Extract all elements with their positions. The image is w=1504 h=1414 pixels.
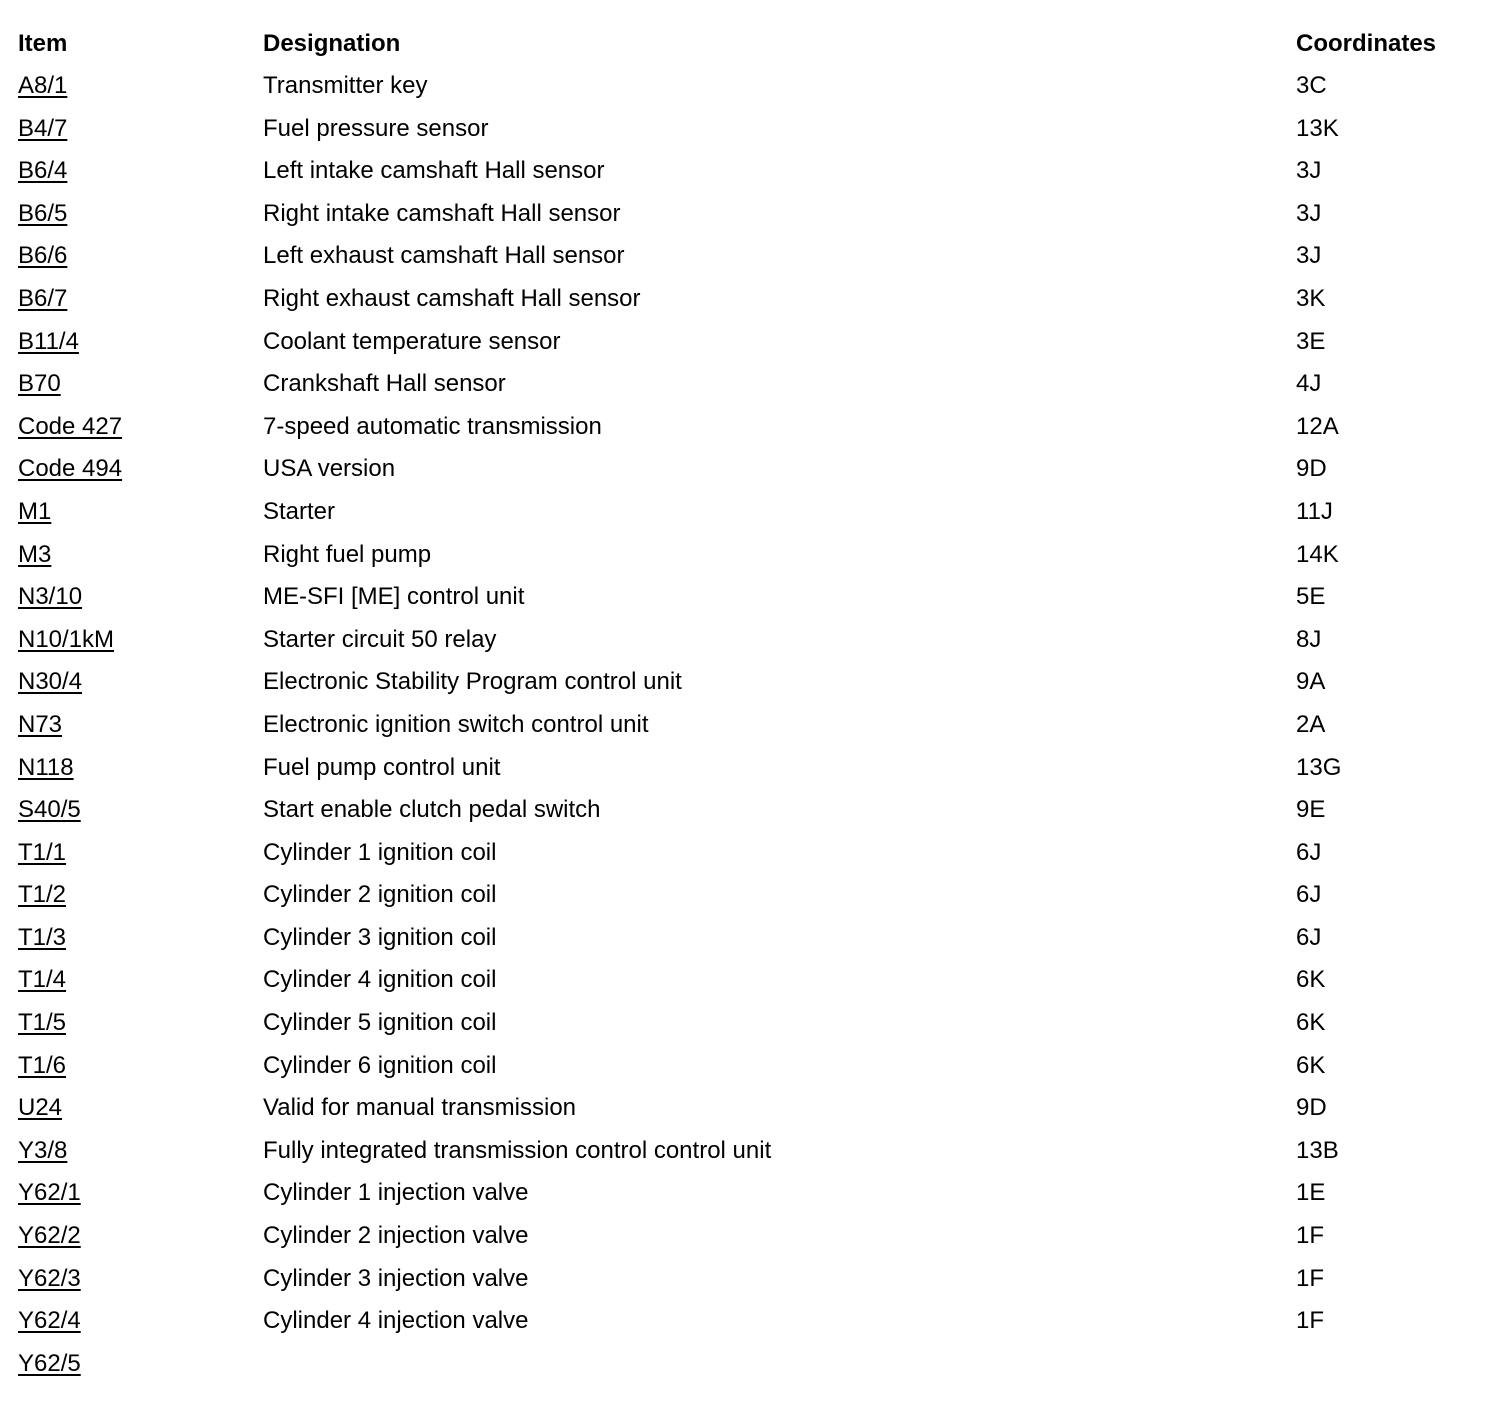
coordinates-cell: 3K (1296, 284, 1326, 312)
table-row (0, 363, 1504, 406)
table-row (0, 959, 1504, 1002)
coordinates-cell: 9A (1296, 668, 1326, 696)
designation-cell: Valid for manual transmission (263, 1094, 577, 1122)
coordinates-cell: 1F (1296, 1307, 1325, 1335)
designation-cell: Cylinder 6 ignition coil (263, 1051, 497, 1079)
table-row (0, 576, 1504, 619)
table-row (0, 874, 1504, 917)
table-row (0, 1215, 1504, 1258)
table-body (0, 65, 1504, 1385)
designation-cell: Start enable clutch pedal switch (263, 796, 601, 824)
table-row (0, 747, 1504, 790)
item-link[interactable]: B6/6 (18, 242, 68, 270)
table-row (0, 448, 1504, 491)
coordinates-cell: 3J (1296, 199, 1322, 227)
coordinates-cell: 1F (1296, 1222, 1325, 1250)
coordinates-cell: 13K (1296, 114, 1339, 142)
coordinates-cell: 5E (1296, 583, 1326, 611)
item-link[interactable]: Y62/4 (18, 1307, 81, 1335)
designation-cell: Cylinder 1 injection valve (263, 1179, 529, 1207)
designation-cell: Crankshaft Hall sensor (263, 370, 506, 398)
coordinates-cell: 13B (1296, 1136, 1339, 1164)
designation-cell: Fully integrated transmission control control unit (263, 1136, 772, 1164)
item-link[interactable]: Code 494 (18, 455, 123, 483)
designation-cell: Cylinder 5 ignition coil (263, 1009, 497, 1037)
designation-cell: Fuel pressure sensor (263, 114, 489, 142)
table-row (0, 235, 1504, 278)
coordinates-cell: 8J (1296, 625, 1322, 653)
item-link[interactable]: Y3/8 (18, 1136, 68, 1164)
item-link[interactable]: B6/7 (18, 284, 68, 312)
designation-cell: Right exhaust camshaft Hall sensor (263, 284, 641, 312)
table-row (0, 278, 1504, 321)
designation-cell: Starter circuit 50 relay (263, 625, 497, 653)
coordinates-cell: 6K (1296, 966, 1326, 994)
table-row (0, 1087, 1504, 1130)
item-link[interactable]: N10/1kM (18, 625, 115, 653)
table-row (0, 491, 1504, 534)
table-row (0, 1002, 1504, 1045)
item-link[interactable]: B6/4 (18, 157, 68, 185)
coordinates-cell: 9D (1296, 455, 1327, 483)
designation-cell: Cylinder 4 injection valve (263, 1307, 529, 1335)
item-link[interactable]: S40/5 (18, 796, 81, 824)
column-header-designation: Designation (263, 30, 401, 57)
item-link[interactable]: N30/4 (18, 668, 83, 696)
item-link[interactable]: M3 (18, 540, 52, 568)
item-link[interactable]: Y62/2 (18, 1222, 81, 1250)
designation-cell: Left exhaust camshaft Hall sensor (263, 242, 625, 270)
designation-cell: ME-SFI [ME] control unit (263, 583, 525, 611)
coordinates-cell: 3C (1296, 72, 1327, 99)
designation-cell: Starter (263, 497, 336, 525)
designation-cell: USA version (263, 455, 396, 483)
item-link[interactable]: Y62/3 (18, 1264, 81, 1292)
table-row (0, 917, 1504, 960)
coordinates-cell: 13G (1296, 753, 1342, 781)
item-link[interactable]: A8/1 (18, 72, 68, 99)
coordinates-cell: 9E (1296, 796, 1326, 824)
item-link[interactable]: B6/5 (18, 199, 68, 227)
item-link[interactable]: T1/2 (18, 881, 67, 909)
item-link[interactable]: Y62/1 (18, 1179, 81, 1207)
coordinates-cell: 3J (1296, 242, 1322, 270)
item-link[interactable]: M1 (18, 497, 52, 525)
designation-cell: Cylinder 3 ignition coil (263, 923, 497, 951)
item-link[interactable]: B70 (18, 370, 61, 398)
coordinates-cell: 4J (1296, 370, 1322, 398)
item-link[interactable]: B4/7 (18, 114, 68, 142)
designation-cell: Cylinder 1 ignition coil (263, 838, 497, 866)
designation-cell: Left intake camshaft Hall sensor (263, 157, 605, 185)
item-link[interactable]: N3/10 (18, 583, 83, 611)
table-row (0, 534, 1504, 577)
table-row (0, 65, 1504, 108)
table-row (0, 619, 1504, 662)
table-row (0, 1172, 1504, 1215)
coordinates-cell: 6J (1296, 838, 1322, 866)
column-header-item: Item (18, 30, 68, 57)
table-row (0, 406, 1504, 449)
item-link[interactable]: T1/6 (18, 1051, 67, 1079)
item-link[interactable]: T1/1 (18, 838, 67, 866)
designation-cell: Electronic Stability Program control unit (263, 668, 682, 696)
designation-cell: Fuel pump control unit (263, 753, 501, 781)
table-row (0, 1045, 1504, 1088)
item-link[interactable]: U24 (18, 1094, 63, 1122)
coordinates-cell: 14K (1296, 540, 1339, 568)
coordinates-cell: 3E (1296, 327, 1326, 355)
designation-cell: Right fuel pump (263, 540, 432, 568)
designation-cell: Transmitter key (263, 72, 428, 99)
coordinates-cell: 2A (1296, 710, 1326, 738)
table-row (0, 704, 1504, 747)
item-link[interactable]: T1/4 (18, 966, 67, 994)
designation-cell: Electronic ignition switch control unit (263, 710, 649, 738)
item-link[interactable]: T1/3 (18, 923, 67, 951)
coordinates-cell: 11J (1296, 497, 1333, 525)
item-link[interactable]: Y62/5 (18, 1349, 81, 1377)
item-link[interactable]: T1/5 (18, 1009, 67, 1037)
table-row (0, 789, 1504, 832)
coordinates-cell: 6J (1296, 923, 1322, 951)
coordinates-cell: 6K (1296, 1051, 1326, 1079)
designation-cell: Coolant temperature sensor (263, 327, 561, 355)
table-row (0, 150, 1504, 193)
designation-cell: Cylinder 3 injection valve (263, 1264, 529, 1292)
coordinates-cell: 3J (1296, 157, 1322, 185)
table-row (0, 832, 1504, 875)
designation-cell: Cylinder 4 ignition coil (263, 966, 497, 994)
table-row (0, 193, 1504, 236)
designation-cell: 7-speed automatic transmission (263, 412, 602, 440)
table-header-row (0, 23, 1504, 65)
table-row (0, 1300, 1504, 1343)
table-row (0, 1258, 1504, 1301)
column-header-coordinates: Coordinates (1296, 30, 1437, 57)
table-row (0, 1130, 1504, 1173)
item-link[interactable]: Code 427 (18, 412, 123, 440)
coordinates-cell: 12A (1296, 412, 1339, 440)
item-link[interactable]: N118 (18, 753, 74, 781)
coordinates-cell: 9D (1296, 1094, 1327, 1122)
table-row (0, 321, 1504, 364)
table-row (0, 108, 1504, 151)
designation-cell: Cylinder 2 injection valve (263, 1222, 529, 1250)
table-row (0, 1343, 1504, 1386)
designation-cell: Right intake camshaft Hall sensor (263, 199, 621, 227)
coordinates-cell: 6K (1296, 1009, 1326, 1037)
item-link[interactable]: N73 (18, 710, 63, 738)
table-row (0, 661, 1504, 704)
item-link[interactable]: B11/4 (18, 327, 79, 355)
coordinates-cell: 1E (1296, 1179, 1326, 1207)
coordinates-cell: 1F (1296, 1264, 1325, 1292)
designation-cell: Cylinder 2 ignition coil (263, 881, 497, 909)
coordinates-cell: 6J (1296, 881, 1322, 909)
